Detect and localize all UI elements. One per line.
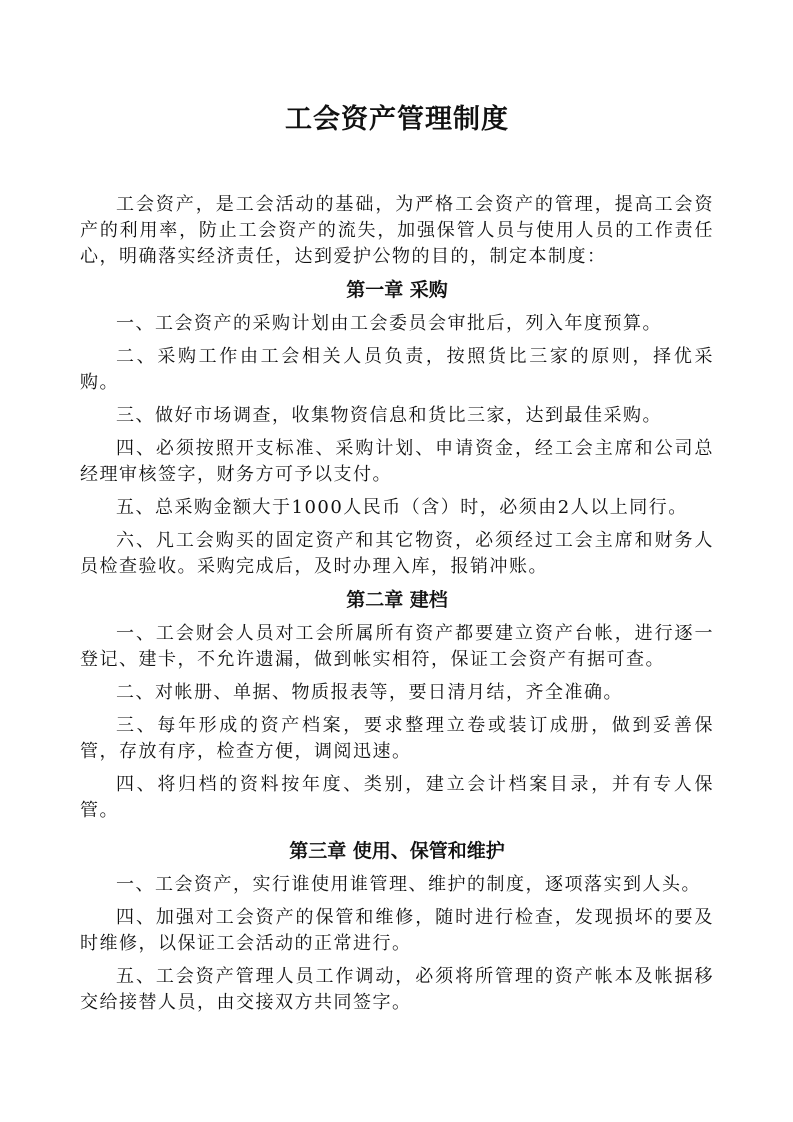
chapter-2-item-1: 一、工会财会人员对工会所属所有资产都要建立资产台帐，进行逐一登记、建卡，不允许遗漏，做到帐实相符，保证工会资产有据可查。 [80, 623, 714, 670]
chapter-3-heading: 第三章 使用、保管和维护 [289, 840, 505, 862]
chapter-1-item-1: 一、工会资产的采购计划由工会委员会审批后，列入年度预算。 [116, 313, 662, 334]
chapter-2-item-3: 三、每年形成的资产档案，要求整理立卷或装订成册，做到妥善保管，存放有序，检查方便，调阅迅速。 [80, 715, 714, 762]
document-page [80, 100, 714, 1023]
document-title: 工会资产管理制度 [285, 104, 509, 135]
chapter-1-item-4: 四、必须按照开支标准、采购计划、申请资金，经工会主席和公司总经理审核签字，财务方可予以支付。 [80, 438, 714, 485]
chapter-1-item-6: 六、凡工会购买的固定资产和其它物资，必须经过工会主席和财务人员检查验收。采购完成后，及时办理入库，报销冲账。 [80, 530, 714, 577]
intro-paragraph: 工会资产，是工会活动的基础，为严格工会资产的管理，提高工会资产的利用率，防止工会资产的流失，加强保管人员与使用人员的工作责任心，明确落实经济责任，达到爱护公物的目的，制定本制度： [80, 194, 714, 267]
chapter-1-item-5: 五、总采购金额大于1000人民币（含）时，必须由2人以上同行。 [116, 497, 688, 518]
chapter-1-item-3: 三、做好市场调查，收集物资信息和货比三家，达到最佳采购。 [116, 405, 662, 426]
chapter-2-heading: 第二章 建档 [346, 589, 448, 611]
chapter-3-item-3: 五、工会资产管理人员工作调动，必须将所管理的资产帐本及帐据移交给接替人员，由交接双方共同签字。 [80, 966, 714, 1013]
chapter-2-item-2: 二、对帐册、单据、物质报表等，要日清月结，齐全准确。 [116, 682, 623, 703]
chapter-2-item-4: 四、将归档的资料按年度、类别，建立会计档案目录，并有专人保管。 [80, 774, 714, 821]
chapter-1-heading: 第一章 采购 [346, 279, 448, 301]
chapter-3-item-2: 四、加强对工会资产的保管和维修，随时进行检查，发现损坏的要及时维修，以保证工会活动的正常进行。 [80, 907, 714, 954]
chapter-3-item-1: 一、工会资产，实行谁使用谁管理、维护的制度，逐项落实到人头。 [116, 874, 701, 895]
chapter-1-item-2: 二、采购工作由工会相关人员负责，按照货比三家的原则，择优采购。 [80, 346, 714, 393]
